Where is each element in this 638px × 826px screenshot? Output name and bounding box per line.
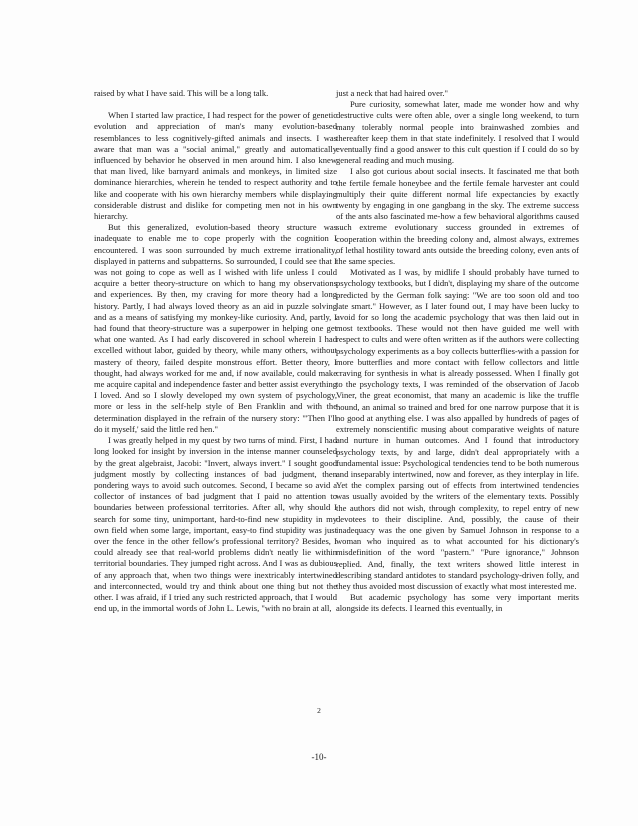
paragraph: I also got curious about social insects. It fascinated me that both the fertile female honeybee and the fertile female harvester ant could multiply their quite different normal life expectancies by exactly twenty by engaging in one gangbang in the sky. The extreme success of the ants also fascinated me-how a few behavioral algorithms caused such extreme evolutionary success grounded in extremes of cooperation within the breeding colony and, almost always, extremes of lethal hostility toward ants outside the breeding colony, even ants of the same species. [336, 166, 579, 267]
paragraph: Motivated as I was, by midlife I should probably have turned to psychology textbooks, but I didn't, displaying my share of the outcome predicted by the German folk saying: "We are too soon old and too late smart." However, as I later found out, I may have been lucky to avoid for so long the academic psychology that was then laid out in most textbooks. These would not then have guided me well with respect to cults and were often written as if the authors were collecting psychology experiments as a boy collects butterflies-with a passion for more butterflies and more contact with fellow collectors and little craving for synthesis in what is already possessed. When I finally got to the psychology texts, I was reminded of the observation of Jacob Viner, the great economist, that many an academic is like the truffle hound, an animal so trained and bred for one narrow purpose that it is no good at anything else. I was also appalled by hundreds of pages of extremely nonscientific musing about comparative weights of nature and nurture in human outcomes. And I found that introductory psychology texts, by and large, didn't deal appropriately with a fundamental issue: Psychological tendencies tend to be both numerous and inseparably intertwined, now and forever, as they interplay in life. Yet the complex parsing out of effects from intertwined tendencies was usually avoided by the writers of the elementary texts. Possibly the authors did not wish, through complexity, to repel entry of new devotees to their discipline. And, possibly, the cause of their inadequacy was the one given by Samuel Johnson in response to a woman who inquired as to what accounted for his dictionary's misdefinition of the word "pastern." "Pure ignorance," Johnson replied. And, finally, the text writers showed little interest in describing standard antidotes to standard psychology-driven folly, and they thus avoided most discussion of exactly what most interested me. [336, 267, 579, 591]
footnote-number: 2 [317, 706, 321, 715]
paragraph: raised by what I have said. This will be a long talk. [94, 88, 269, 98]
paragraph: But academic psychology has some very important merits alongside its defects. I learned this eventually, in [336, 592, 579, 614]
left-text-column [94, 88, 337, 614]
paragraph: But this generalized, evolution-based theory structure was inadequate to enable me to cope properly with the cognition I encountered. I was soon surrounded by much extreme irrationality, displayed in patterns and subpatterns. So surrounded, I could see that I was not going to cope as well as I wished with life unless I could acquire a better theory-structure on which to hang my observations and experiences. By then, my craving for more theory had a long history. Partly, I had always loved theory as an aid in puzzle solving and as a means of satisfying my monkey-like curiosity. And, partly, I had found that theory-structure was a superpower in helping one get what one wanted. As I had early discovered in school wherein I had excelled without labor, guided by theory, while many others, without mastery of theory, failed despite monstrous effort. Better theory, I thought, had always worked for me and, if now available, could make me acquire capital and independence faster and better assist everything I loved. And so I slowly developed my own system of psychology, more or less in the self-help style of Ben Franklin and with the determination displayed in the refrain of the nursery story: "'Then I'll do it myself,' said the little red hen." [94, 222, 337, 434]
paragraph: When I started law practice, I had respect for the power of genetic evolution and appreciation of man's many evolution-based resemblances to less cognitively-gifted animals and insects. I was aware that man was a "social animal," greatly and automatically influenced by behavior he observed in men around him. I also knew that man lived, like barnyard animals and monkeys, in limited size dominance hierarchies, wherein he tended to respect authority and to like and cooperate with his own hierarchy members while displaying considerable distrust and dislike for competing men not in his own hierarchy. [94, 110, 337, 222]
paragraph: Pure curiosity, somewhat later, made me wonder how and why destructive cults were often able, over a single long weekend, to turn many tolerably normal people into brainwashed zombies and thereafter keep them in that state indefinitely. I resolved that I would eventually find a good answer to this cult question if I could do so by general reading and much musing. [336, 99, 579, 166]
page-number: -10- [311, 752, 327, 762]
right-text-column [336, 88, 579, 615]
paragraph: just a neck that had haired over." [336, 88, 448, 98]
paragraph: I was greatly helped in my quest by two turns of mind. First, I had long looked for insight by inversion in the intense manner counseled by the great algebraist, Jacobi: "Invert, always invert." I sought good judgment mostly by collecting instances of bad judgment, then pondering ways to avoid such outcomes. Second, I became so avid a collector of instances of bad judgment that I paid no attention to boundaries between professional territories. After all, why should I search for some tiny, unimportant, hard-to-find new stupidity in my own field when some large, important, easy-to find stupidity was just over the fence in the other fellow's professional territory? Besides, I could already see that real-world problems didn't neatly lie within territorial boundaries. They jumped right across. And I was as dubious of any approach that, when two things were inextricably intertwined and interconnected, would try and think about one thing but not the other. I was afraid, if I tried any such restricted approach, that I would end up, in the immortal words of John L. Lewis, "with no brain at all, [94, 435, 337, 614]
